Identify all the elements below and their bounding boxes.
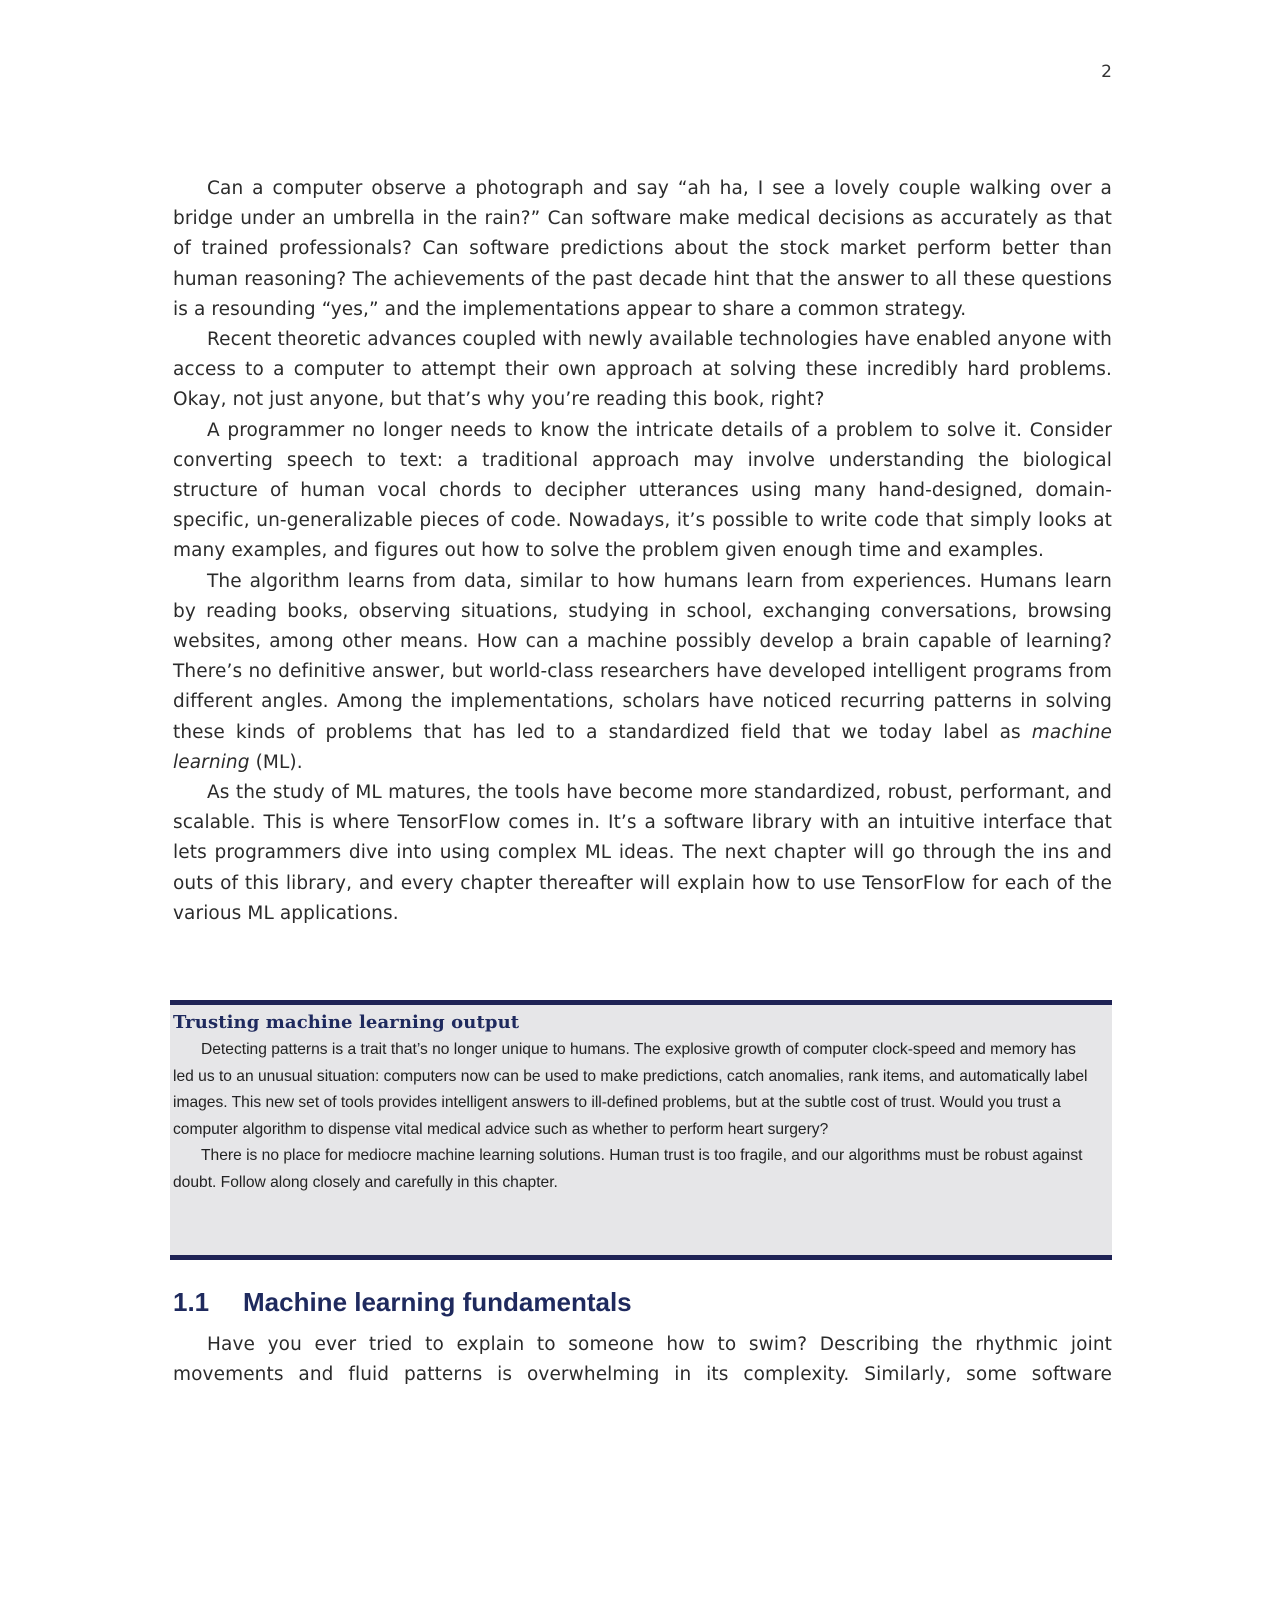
paragraph-5: As the study of ML matures, the tools have become more standardized, robust, performant, and scalable. This is where TensorFlow comes in. It’s a software library with an intuitive interface that lets programmers dive into using complex ML ideas. The next chapter will go through the ins and outs of this library, and every chapter thereafter will explain how to use TensorFlow for each of the various ML applications. — [173, 782, 1112, 924]
sidebar-paragraph-1: Detecting patterns is a trait that’s no longer unique to humans. The explosive growth of computer clock-speed and memory has led us to an unusual situation: computers now can be used to make predictions, catch anomalies, rank items, and automatically label images. This new set of tools provides intelligent answers to ill-defined problems, but at the subtle cost of trust. Would you trust a computer algorithm to dispense vital medical advice such as whether to perform heart surgery? — [173, 1041, 1088, 1138]
section-paragraph-1: Have you ever tried to explain to someone how to swim? Describing the rhythmic joint movements and fluid patterns is overwhelming in its complexity. Similarly, some software — [173, 1334, 1112, 1386]
paragraph-3: A programmer no longer needs to know the intricate details of a problem to solve it. Consider converting speech to text: a traditional approach may involve understanding the biological structure of human vocal chords to decipher utterances using many hand-designed, domain-specific, un-generalizable pieces of code. Nowadays, it’s possible to write code that simply looks at many examples, and figures out how to solve the problem given enough time and examples. — [173, 419, 1112, 562]
body-text — [173, 174, 1112, 929]
paragraph-4-end: (ML). — [249, 751, 303, 773]
sidebar-paragraph-2: There is no place for mediocre machine learning solutions. Human trust is too fragile, and our algorithms must be robust against doubt. Follow along closely and carefully in this chapter. — [173, 1147, 1083, 1191]
sidebar-body — [173, 1037, 1094, 1197]
paragraph-2: Recent theoretic advances coupled with newly available technologies have enabled anyone with access to a computer to attempt their own approach at solving these incredibly hard problems. Okay, not just anyone, but that’s why you’re reading this book, right? — [173, 329, 1112, 411]
paragraph-4-text: The algorithm learns from data, similar to how humans learn from experiences. Humans learn by reading books, observing situations, studying in school, exchanging conversations, browsing websites, among other means. How can a machine possibly develop a brain capable of learning? There’s no definitive answer, but world-class researchers have developed intelligent programs from different angles. Among the implementations, scholars have noticed recurring patterns in solving these kinds of problems that has led to a standardized field that we today label as — [173, 570, 1112, 743]
section-text — [173, 1330, 1112, 1390]
page-number: 2 — [1101, 62, 1112, 82]
sidebar-box — [170, 1000, 1112, 1260]
sidebar-title: Trusting machine learning output — [173, 1012, 520, 1033]
section-number: 1.1 — [173, 1287, 210, 1317]
paragraph-4 — [173, 567, 1112, 778]
section-title: Machine learning fundamentals — [243, 1287, 632, 1317]
section-heading — [173, 1287, 632, 1318]
paragraph-1: Can a computer observe a photograph and say “ah ha, I see a lovely couple walking over a bridge under an umbrella in the rain?” Can software make medical decisions as accurately as that of trained professionals? Can software predictions about the stock market perform better than human reasoning? The achievements of the past decade hint that the answer to all these questions is a resounding “yes,” and the implementations appear to share a common strategy. — [173, 178, 1112, 320]
emphasis-term: machine learning — [173, 721, 1112, 773]
